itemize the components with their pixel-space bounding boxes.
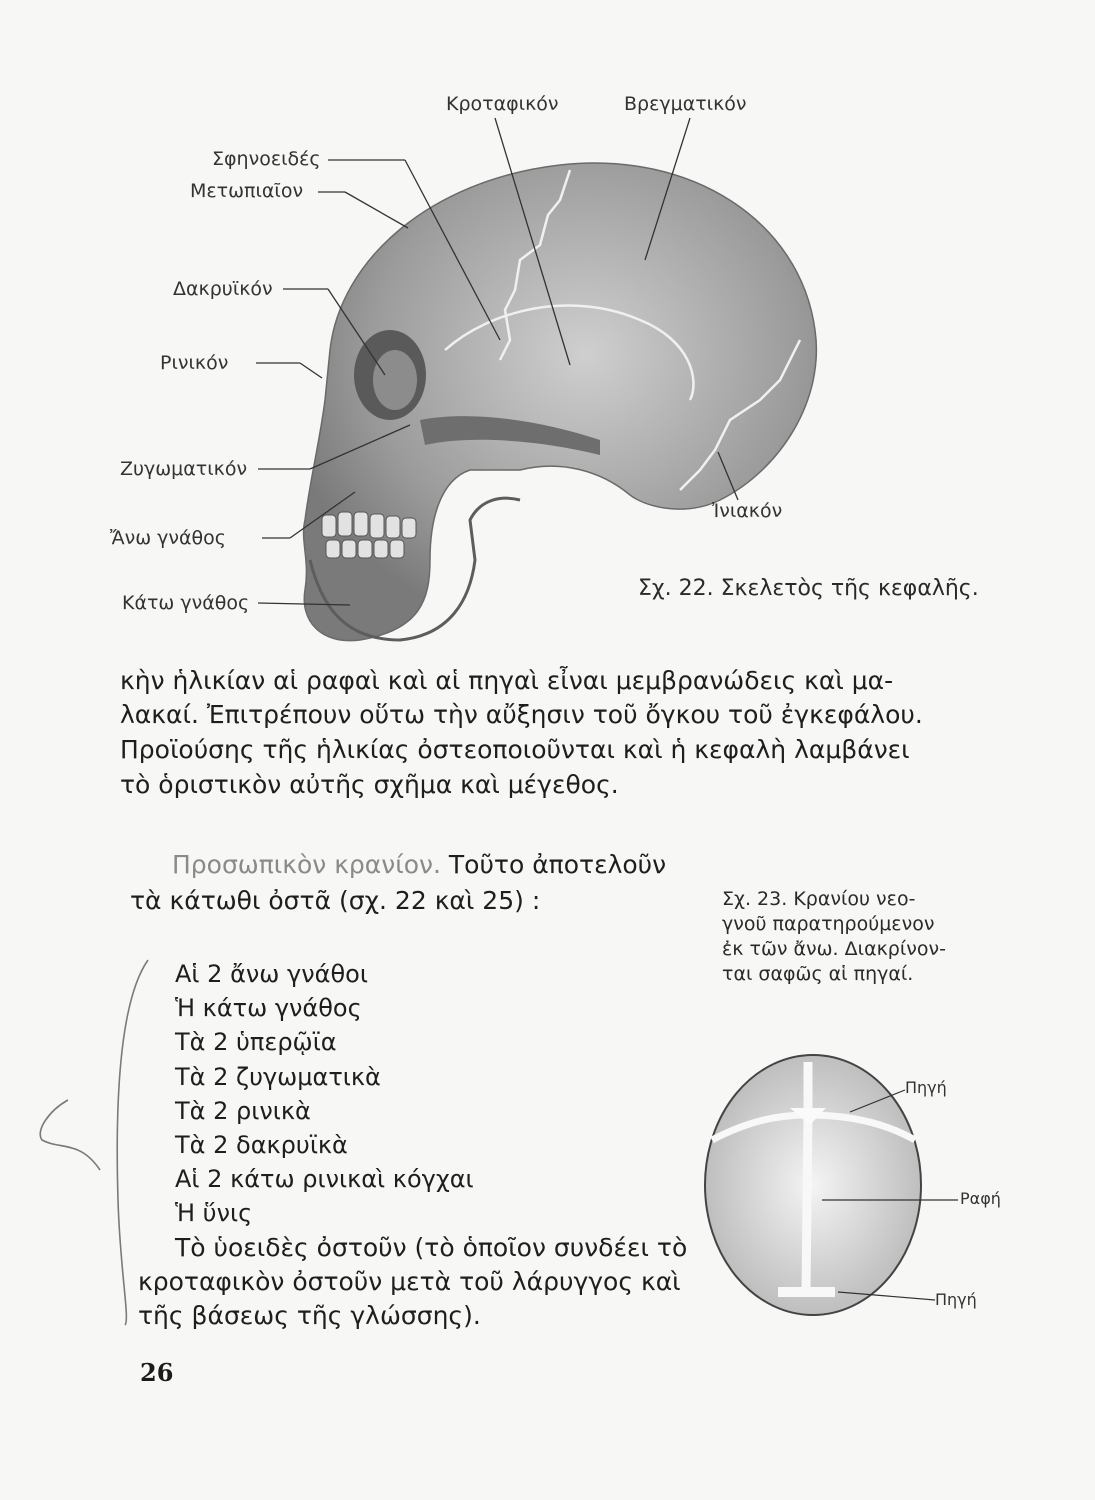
label-pigi-bottom: Πηγή [935,1290,977,1309]
hyoid-line: κροταφικὸν ὀστοῦν μετὰ τοῦ λάρυγγος καὶ [138,1267,681,1296]
label-ano-gnathos: Ἄνω γνάθος [110,527,226,549]
label-kato-gnathos: Κάτω γνάθος [122,592,250,614]
page-number: 26 [140,1358,174,1387]
label-pigi-top: Πηγή [905,1078,947,1097]
list-item: Αἱ 2 κάτω ρινικαὶ κόγχαι [175,1165,474,1193]
label-rafi: Ραφή [960,1189,1001,1208]
label-zygomatikon: Ζυγωματικόν [120,458,248,480]
list-item: Τὰ 2 ζυγωματικὰ [175,1063,381,1091]
label-rinikon: Ρινικόν [160,352,229,374]
paragraph-line: Προϊούσης τῆς ἡλικίας ὀστεοποιοῦνται καὶ ἡ κεφαλὴ λαμβάνει [120,735,910,764]
list-item: Αἱ 2 ἄνω γνάθοι [175,960,368,988]
section-heading: Προσωπικὸν κρανίον. [172,850,441,879]
list-item: Τὰ 2 ρινικὰ [175,1097,311,1125]
list-item: Τὰ 2 δακρυϊκὰ [175,1131,348,1159]
handwritten-annotation [40,960,148,1325]
section-intro [172,850,666,879]
figure-23-caption-line: γνοῦ παρατηρούμενον [722,913,935,935]
label-dakryikon: Δακρυϊκόν [173,278,273,300]
figure-23-caption-line: Σχ. 23. Κρανίου νεο- [722,888,916,910]
label-metopiaion: Μετωπιαῖον [190,180,304,202]
label-iniakon: Ἰνιακόν [712,500,783,522]
label-sfinoeides: Σφηνοειδές [212,148,321,170]
paragraph-line: τὸ ὁριστικὸν αὐτῆς σχῆμα καὶ μέγεθος. [120,770,619,799]
hyoid-line: τῆς βάσεως τῆς γλώσσης). [138,1301,481,1330]
list-item: Ἡ ὕνις [175,1199,253,1227]
hyoid-line: Τὸ ὑοειδὲς ὀστοῦν (τὸ ὁποῖον συνδέει τὸ [175,1233,688,1262]
label-krotafikon: Κροταφικόν [446,93,559,115]
figure-23-caption-line: ται σαφῶς αἱ πηγαί. [722,963,914,985]
paragraph-line: κὴν ἡλικίαν αἱ ραφαὶ καὶ αἱ πηγαὶ εἶναι μεμβρανώδεις καὶ μα- [120,666,894,695]
section-intro-line2: τὰ κάτωθι ὀστᾶ (σχ. 22 καὶ 25) : [130,886,541,915]
label-vregmatikon: Βρεγματικόν [624,93,747,115]
paragraph-line: λακαί. Ἐπιτρέπουν οὕτω τὴν αὔξησιν τοῦ ὄγκου τοῦ ἐγκεφάλου. [120,700,923,729]
figure-23-caption-line: ἐκ τῶν ἄνω. Διακρίνον- [722,938,946,960]
figure-22-caption: Σχ. 22. Σκελετὸς τῆς κεφαλῆς. [638,576,979,601]
list-item: Ἡ κάτω γνάθος [175,994,362,1022]
section-intro-rest: Τοῦτο ἀποτελοῦν [448,850,667,879]
list-item: Τὰ 2 ὑπερῷϊα [175,1028,337,1056]
